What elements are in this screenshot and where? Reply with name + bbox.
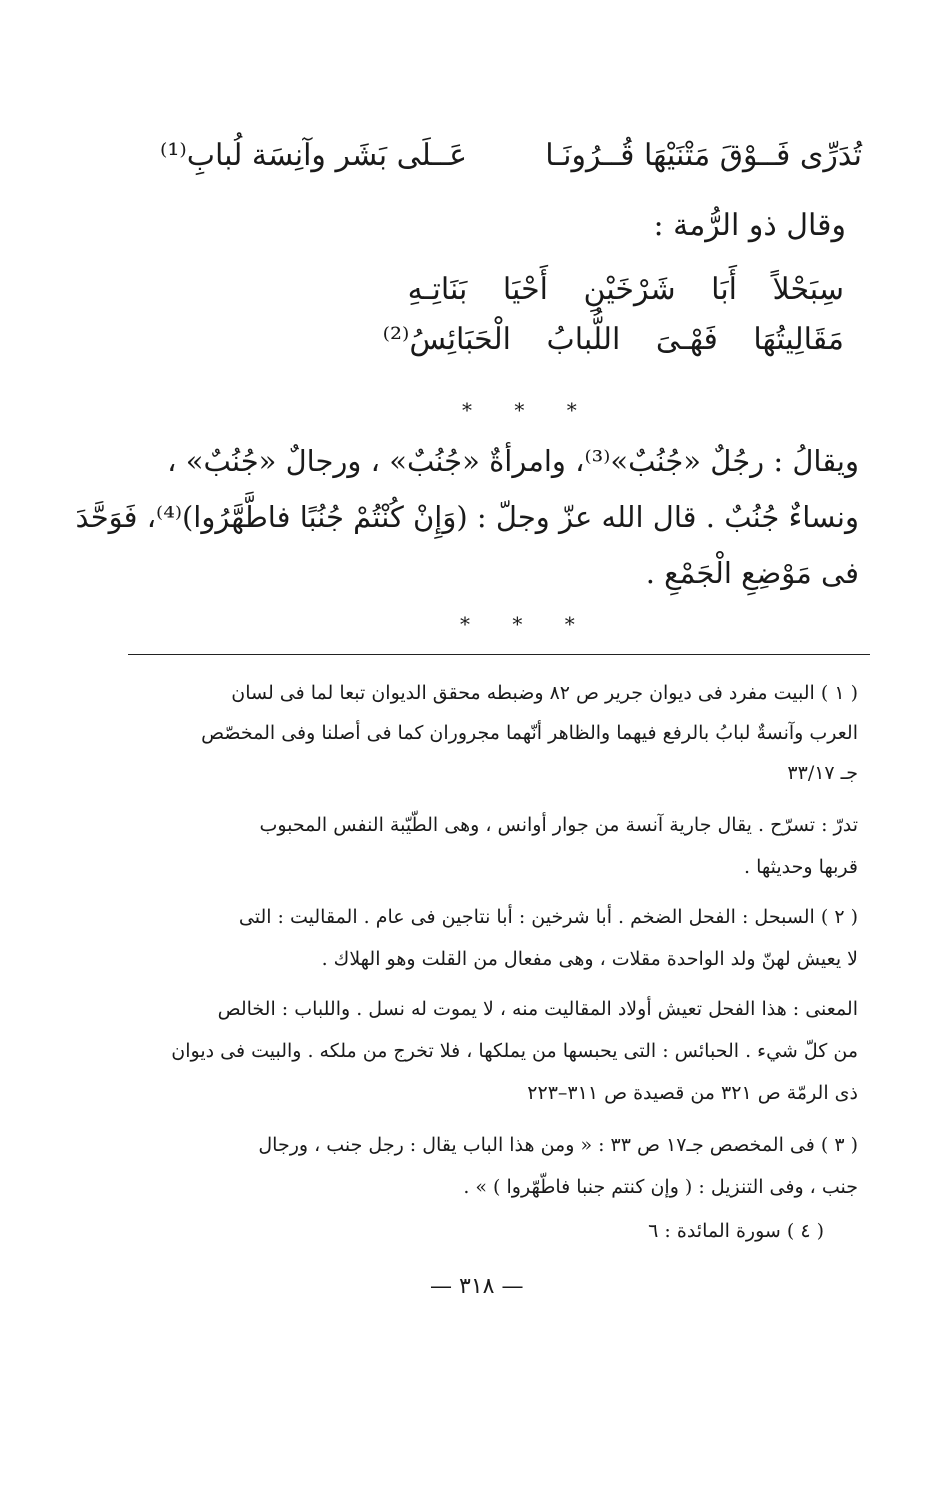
footnote-3-line-1: ( ٣ ) فى المخصص جـ١٧ ص ٣٣ : « ومن هذا الباب يقال : رجل جنب ، ورجال [258, 1134, 858, 1156]
body-line-1: ويقالُ : رجُلٌ «جُنُبٌ»⁽³⁾، وامرأةٌ «جُنُبٌ» ، ورجالٌ «جُنُبٌ» ، [167, 444, 859, 478]
verse2-line1: سِبَحْلاً أَبَا شَرْخَيْنِ أَحْيَا بَنَاتِـهِ [407, 272, 844, 307]
section-separator-2: * * * [460, 612, 593, 636]
footnote-1-gloss-line-1: تدرّ : تسرّح . يقال جارية آنسة من جوار أوانس ، وهى الطّيّبة النفس المحبوب [259, 814, 858, 836]
footnote-2-line-1: ( ٢ ) السبحل : الفحل الضخم . أبا شرخين : أبا نتاجين فى عام . المقاليت : التى [238, 906, 858, 928]
footnote-1-line-3: جـ ٣٣/١٧ [787, 762, 858, 784]
verse2-introduction: وقال ذو الرُّمة : [653, 208, 846, 243]
footnote-2-meaning-line-2: من كلّ شيء . الحبائس : التى يحبسها من يملكها ، فلا تخرج من ملكه . والبيت فى ديوان [171, 1040, 858, 1062]
page-number: — ٣١٨ — [430, 1274, 524, 1299]
footnote-2-meaning-line-3: ذى الرمّة ص ٣٢١ من قصيدة ص ٣١١–٢٢٣ [527, 1082, 858, 1104]
footnote-divider [128, 654, 870, 655]
footnote-4: ( ٤ ) سورة المائدة : ٦ [648, 1220, 824, 1242]
section-separator: * * * [462, 398, 595, 422]
body-line-2: ونساءٌ جُنُبٌ . قال الله عزّ وجلّ : (وَإِنْ كُنْتُمْ جُنُبًا فاطَّهَّرُوا)⁽⁴⁾، فَوَحَّدَ [75, 500, 859, 534]
body-line-3: فى مَوْضِعِ الْجَمْعِ . [645, 556, 859, 590]
footnote-1-line-2: العرب وآنسةٌ لبابُ بالرفع فيهما والظاهر أنّهما مجروران كما فى أصلنا وفى المخصّص [201, 722, 858, 744]
footnote-3-line-2: جنب ، وفى التنزيل : ( وإن كنتم جنبا فاطّهّروا ) » . [463, 1176, 858, 1198]
verse2-line2: مَقَالِيتُهَا فَهْـىَ اللُّبابُ الْحَبَائِسُ⁽²⁾ [382, 322, 844, 357]
footnote-1-gloss-line-2: قربها وحديثها . [744, 856, 858, 878]
footnote-2-line-2: لا يعيش لهنّ ولد الواحدة مقلات ، وهى مفعال من القلت وهو الهلاك . [321, 948, 858, 970]
footnote-1-line-1: ( ١ ) البيت مفرد فى ديوان جرير ص ٨٢ وضبطه محقق الديوان تبعا لما فى لسان [231, 682, 858, 704]
verse1-second-hemistich: عَــلَى بَشَر وآنِسَة لُبابِ⁽¹⁾ [160, 138, 468, 173]
footnote-2-meaning-line-1: المعنى : هذا الفحل تعيش أولاد المقاليت منه ، لا يموت له نسل . واللباب : الخالص [217, 998, 858, 1020]
verse1-first-hemistich: تُدَرِّى فَــوْقَ مَتْنَيْهَا قُــرُونَـا [545, 138, 862, 173]
